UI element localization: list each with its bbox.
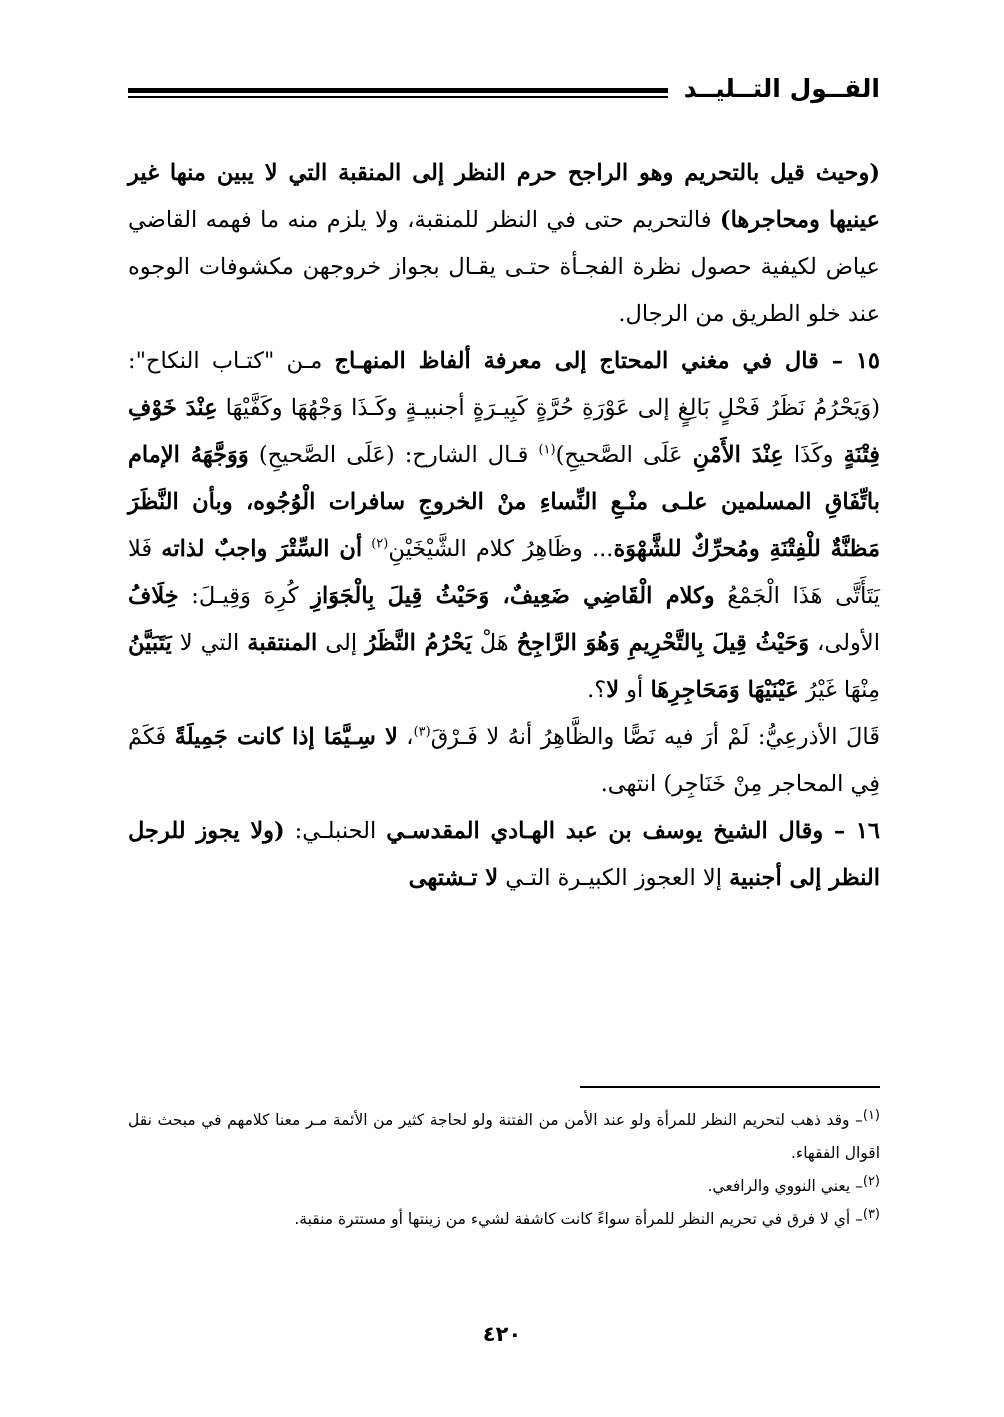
text-run: إلى bbox=[317, 630, 366, 656]
text-run: الحنبلـي: bbox=[284, 818, 387, 844]
footnote-separator bbox=[580, 1086, 880, 1088]
bold-run: لا تـشتهى bbox=[408, 865, 499, 891]
bold-run: عِنْدَ خَوْفِ فِتْنَةٍ bbox=[128, 395, 880, 468]
footnote-text: – يعني النووي والرافعي. bbox=[707, 1177, 863, 1195]
page-number: ٤٢٠ bbox=[482, 1322, 522, 1346]
footnote-marker: (٣) bbox=[862, 1206, 880, 1222]
text-run: التي لا bbox=[171, 630, 248, 656]
text-run: ... وظَاهِرُ كلام الشَّيْخَيْنِ bbox=[388, 536, 614, 562]
text-run: عَلَى الصَّحيحِ) bbox=[555, 442, 693, 468]
bold-run: خِلَافُ bbox=[128, 583, 179, 609]
running-header bbox=[128, 72, 880, 112]
footnote-marker: (٢) bbox=[862, 1173, 880, 1189]
text-run: وكَذَا bbox=[783, 442, 844, 468]
paragraph-2 bbox=[128, 338, 880, 714]
text-run: مِنْهَا غَيْرُ bbox=[798, 677, 880, 703]
bold-run: يَتَبَيَّنُ bbox=[128, 630, 172, 656]
text-run: قـال الشارح: (عَلَى الصَّحيحِ) bbox=[248, 442, 539, 468]
paragraph-1 bbox=[128, 150, 880, 338]
text-run: ؟. bbox=[587, 677, 607, 703]
bold-run: وَوَجَّهَهُ الإمام باتِّفَاقِ المسلمين علـى منْـعِ النِّساءِ منْ الخروجِ سافرات الْوُجُوه، وبأن النَّظَرَ مَظنَّةٌ للْفِتْنَةِ ومُحرِّكٌ للشَّهْوَة bbox=[128, 442, 881, 562]
bold-run: أن السِّتْرَ واجبٌ لذاته bbox=[161, 536, 363, 562]
bold-run: عِنْدَ الأَمْنِ bbox=[692, 442, 784, 468]
text-run bbox=[362, 536, 371, 562]
footnote-2 bbox=[128, 1170, 880, 1203]
footnote-ref-2[interactable]: (٢) bbox=[371, 536, 389, 552]
text-run: قَالَ الأذرعِيُّ: لَمْ أرَ فيه نَصًّا والظَّاهِرُ أنهُ لا فَـرْقَ bbox=[430, 724, 880, 750]
bold-run: المنتقبة bbox=[247, 630, 318, 656]
footnote-3 bbox=[128, 1203, 880, 1236]
footnote-text: – وقد ذهب لتحريم النظر للمرأة ولو عند الأمن من الفتنة ولو لحاجة كثير من الأئمة مـر معنا كلامهم في مبحث نقل اقوال الفقهاء. bbox=[128, 1111, 880, 1162]
main-text bbox=[128, 150, 880, 902]
footnote-ref-1[interactable]: (١) bbox=[538, 442, 556, 458]
book-title: القــول التــليــد bbox=[683, 74, 880, 103]
footnote-text: – أي لا فرق في تحريم النظر للمرأة سواءً كانت كاشفة لشيء من زينتها أو مستترة منقبة. bbox=[294, 1210, 863, 1228]
quote-bold: (وحيث قيل بالتحريم وهو الراجح حرم النظر إلى المنقبة التي لا يبين منها غير عينيها ومحاجرها) bbox=[128, 160, 880, 233]
bold-run: لا bbox=[606, 677, 620, 703]
text-run: ، bbox=[397, 724, 414, 750]
text-run: أو bbox=[619, 677, 651, 703]
paragraph-3 bbox=[128, 714, 880, 808]
text-run: هَلْ bbox=[471, 630, 517, 656]
text-run: فَلا يَتَأَتَّى هَذَا الْجَمْعُ bbox=[128, 536, 880, 609]
footnote-marker: (١) bbox=[862, 1107, 880, 1123]
bold-run: يَحْرُمُ النَّظَرُ bbox=[365, 630, 472, 656]
bold-run: (ولا يجوز للرجل النظر إلى أجنبية bbox=[128, 818, 880, 891]
text-run: كُرِهَ وَقِيـلَ: bbox=[178, 583, 312, 609]
header-rule-thick bbox=[128, 88, 668, 93]
text-run: فالتحريم حتى في النظر للمنقبة، ولا يلزم منه ما فهمه القاضي عياض لكيفية حصول نظرة الفجـأة حتـى يقـال بجواز خروجهن مكشوفات الوجوه عند خلو الطريق من الرجال. bbox=[128, 207, 880, 327]
bold-run: وكلام الْقَاضِي ضَعِيفٌ، وَحَيْثُ قِيلَ بِالْجَوَازِ bbox=[311, 583, 715, 609]
bold-run: لا سِـيَّمَا إذا كانت جَمِيلَةً bbox=[174, 724, 398, 750]
text-run: فَكَمْ فِي المحاجر مِنْ خَنَاجِر) انتهى. bbox=[128, 724, 880, 797]
bold-run: وَحَيْثُ قِيلَ بِالتَّحْرِيمِ وَهُوَ الرَّاجِحُ bbox=[516, 630, 810, 656]
header-rule-thin bbox=[128, 96, 668, 98]
citation-heading: ١٥ – قال في مغني المحتاج إلى معرفة ألفاظ المنهـاج bbox=[334, 348, 881, 374]
text-run: إلا العجوز الكبيـرة التـي bbox=[498, 865, 730, 891]
text-run: الأولى، bbox=[809, 630, 880, 656]
bold-run: عَيْنَيْهَا وَمَحَاجِرِهَا bbox=[650, 677, 799, 703]
text-run: مـن "كتـاب النكاح": (وَيَحْرُمُ نَظَرُ فَحْلٍ بَالِغٍ إلى عَوْرَةِ حُرَّةٍ كَبِيـرَةٍ أجنبيـةٍ وكَـذَا وَجْهُهَا وكَفَّيْهَا bbox=[128, 348, 880, 421]
footnote-ref-3[interactable]: (٣) bbox=[413, 724, 431, 740]
citation-heading: ١٦ – وقال الشيخ يوسف بن عبد الهـادي المقدسـي bbox=[386, 818, 881, 844]
paragraph-4 bbox=[128, 808, 880, 902]
footnote-1 bbox=[128, 1104, 880, 1170]
footnotes bbox=[128, 1104, 880, 1236]
